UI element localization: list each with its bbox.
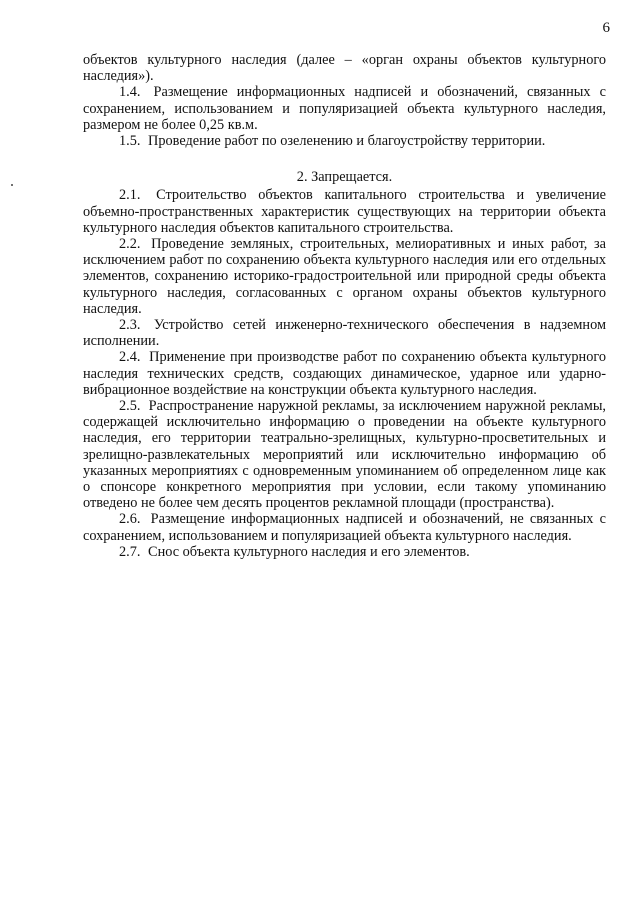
item-text: Применение при производстве работ по сохранению объекта культурного наследия технических средств, создающих динамическое, ударное или ударно-вибрационное воздействие на конструкции объекта культурного наследия.: [83, 349, 606, 398]
item-1-4: [83, 84, 606, 133]
item-number: 2.2.: [119, 236, 141, 253]
item-text: Размещение информационных надписей и обозначений, не связанных с сохранением, использованием и популяризацией объекта культурного наследия.: [83, 511, 606, 544]
continuation-paragraph: объектов культурного наследия (далее – «орган охраны объектов культурного наследия»).: [83, 52, 606, 85]
item-2-2: [83, 236, 606, 317]
item-number: 2.5.: [119, 398, 141, 415]
item-number: 2.7.: [119, 543, 141, 560]
item-number: 2.3.: [119, 317, 141, 334]
item-number: 2.6.: [119, 511, 141, 528]
item-2-6: [83, 511, 606, 543]
item-text: Проведение земляных, строительных, мелиоративных и иных работ, за исключением работ по сохранению объекта культурного наследия или его отдельных элементов, сохранению историко-градостроительной или природной среды объекта культурного наследия, согласованных с органом охраны объектов культурного наследия.: [83, 236, 606, 317]
scan-artifact-dot: [11, 184, 13, 186]
item-2-7: [83, 544, 606, 560]
item-1-5: [83, 133, 606, 149]
item-text: Размещение информационных надписей и обозначений, связанных с сохранением, использованием и популяризацией объекта культурного наследия, размером не более 0,25 кв.м.: [83, 84, 606, 133]
item-number: 2.4.: [119, 349, 141, 366]
item-2-1: [83, 187, 606, 236]
item-text: Строительство объектов капитального строительства и увеличение объемно-пространственных характеристик существующих на территории объекта культурного наследия объектов капитального строительства.: [83, 187, 606, 236]
item-2-5: [83, 398, 606, 511]
item-2-4: [83, 349, 606, 398]
item-2-3: [83, 317, 606, 349]
item-text: Распространение наружной рекламы, за исключением наружной рекламы, содержащей исключительно информацию о проведении на объекте культурного наследия, его территории театрально-зрелищных, культурно-просветительных и зрелищно-развлекательных мероприятий или исключительно информацию об указанных мероприятиях с одновременным упоминанием об определенном лице как о спонсоре конкретного мероприятия при условии, если такому упоминанию отведено не более чем десять процентов рекламной площади (пространства).: [83, 398, 606, 512]
section-heading: 2. Запрещается.: [296, 169, 393, 186]
item-text: Проведение работ по озеленению и благоустройству территории.: [148, 133, 546, 150]
item-number: 2.1.: [119, 187, 141, 204]
page-number: 6: [602, 20, 610, 36]
item-text: Снос объекта культурного наследия и его элементов.: [148, 543, 470, 560]
item-number: 1.4.: [119, 84, 141, 101]
item-text: Устройство сетей инженерно-технического обеспечения в надземном исполнении.: [83, 317, 606, 350]
document-body: [83, 52, 606, 560]
item-number: 1.5.: [119, 133, 141, 150]
